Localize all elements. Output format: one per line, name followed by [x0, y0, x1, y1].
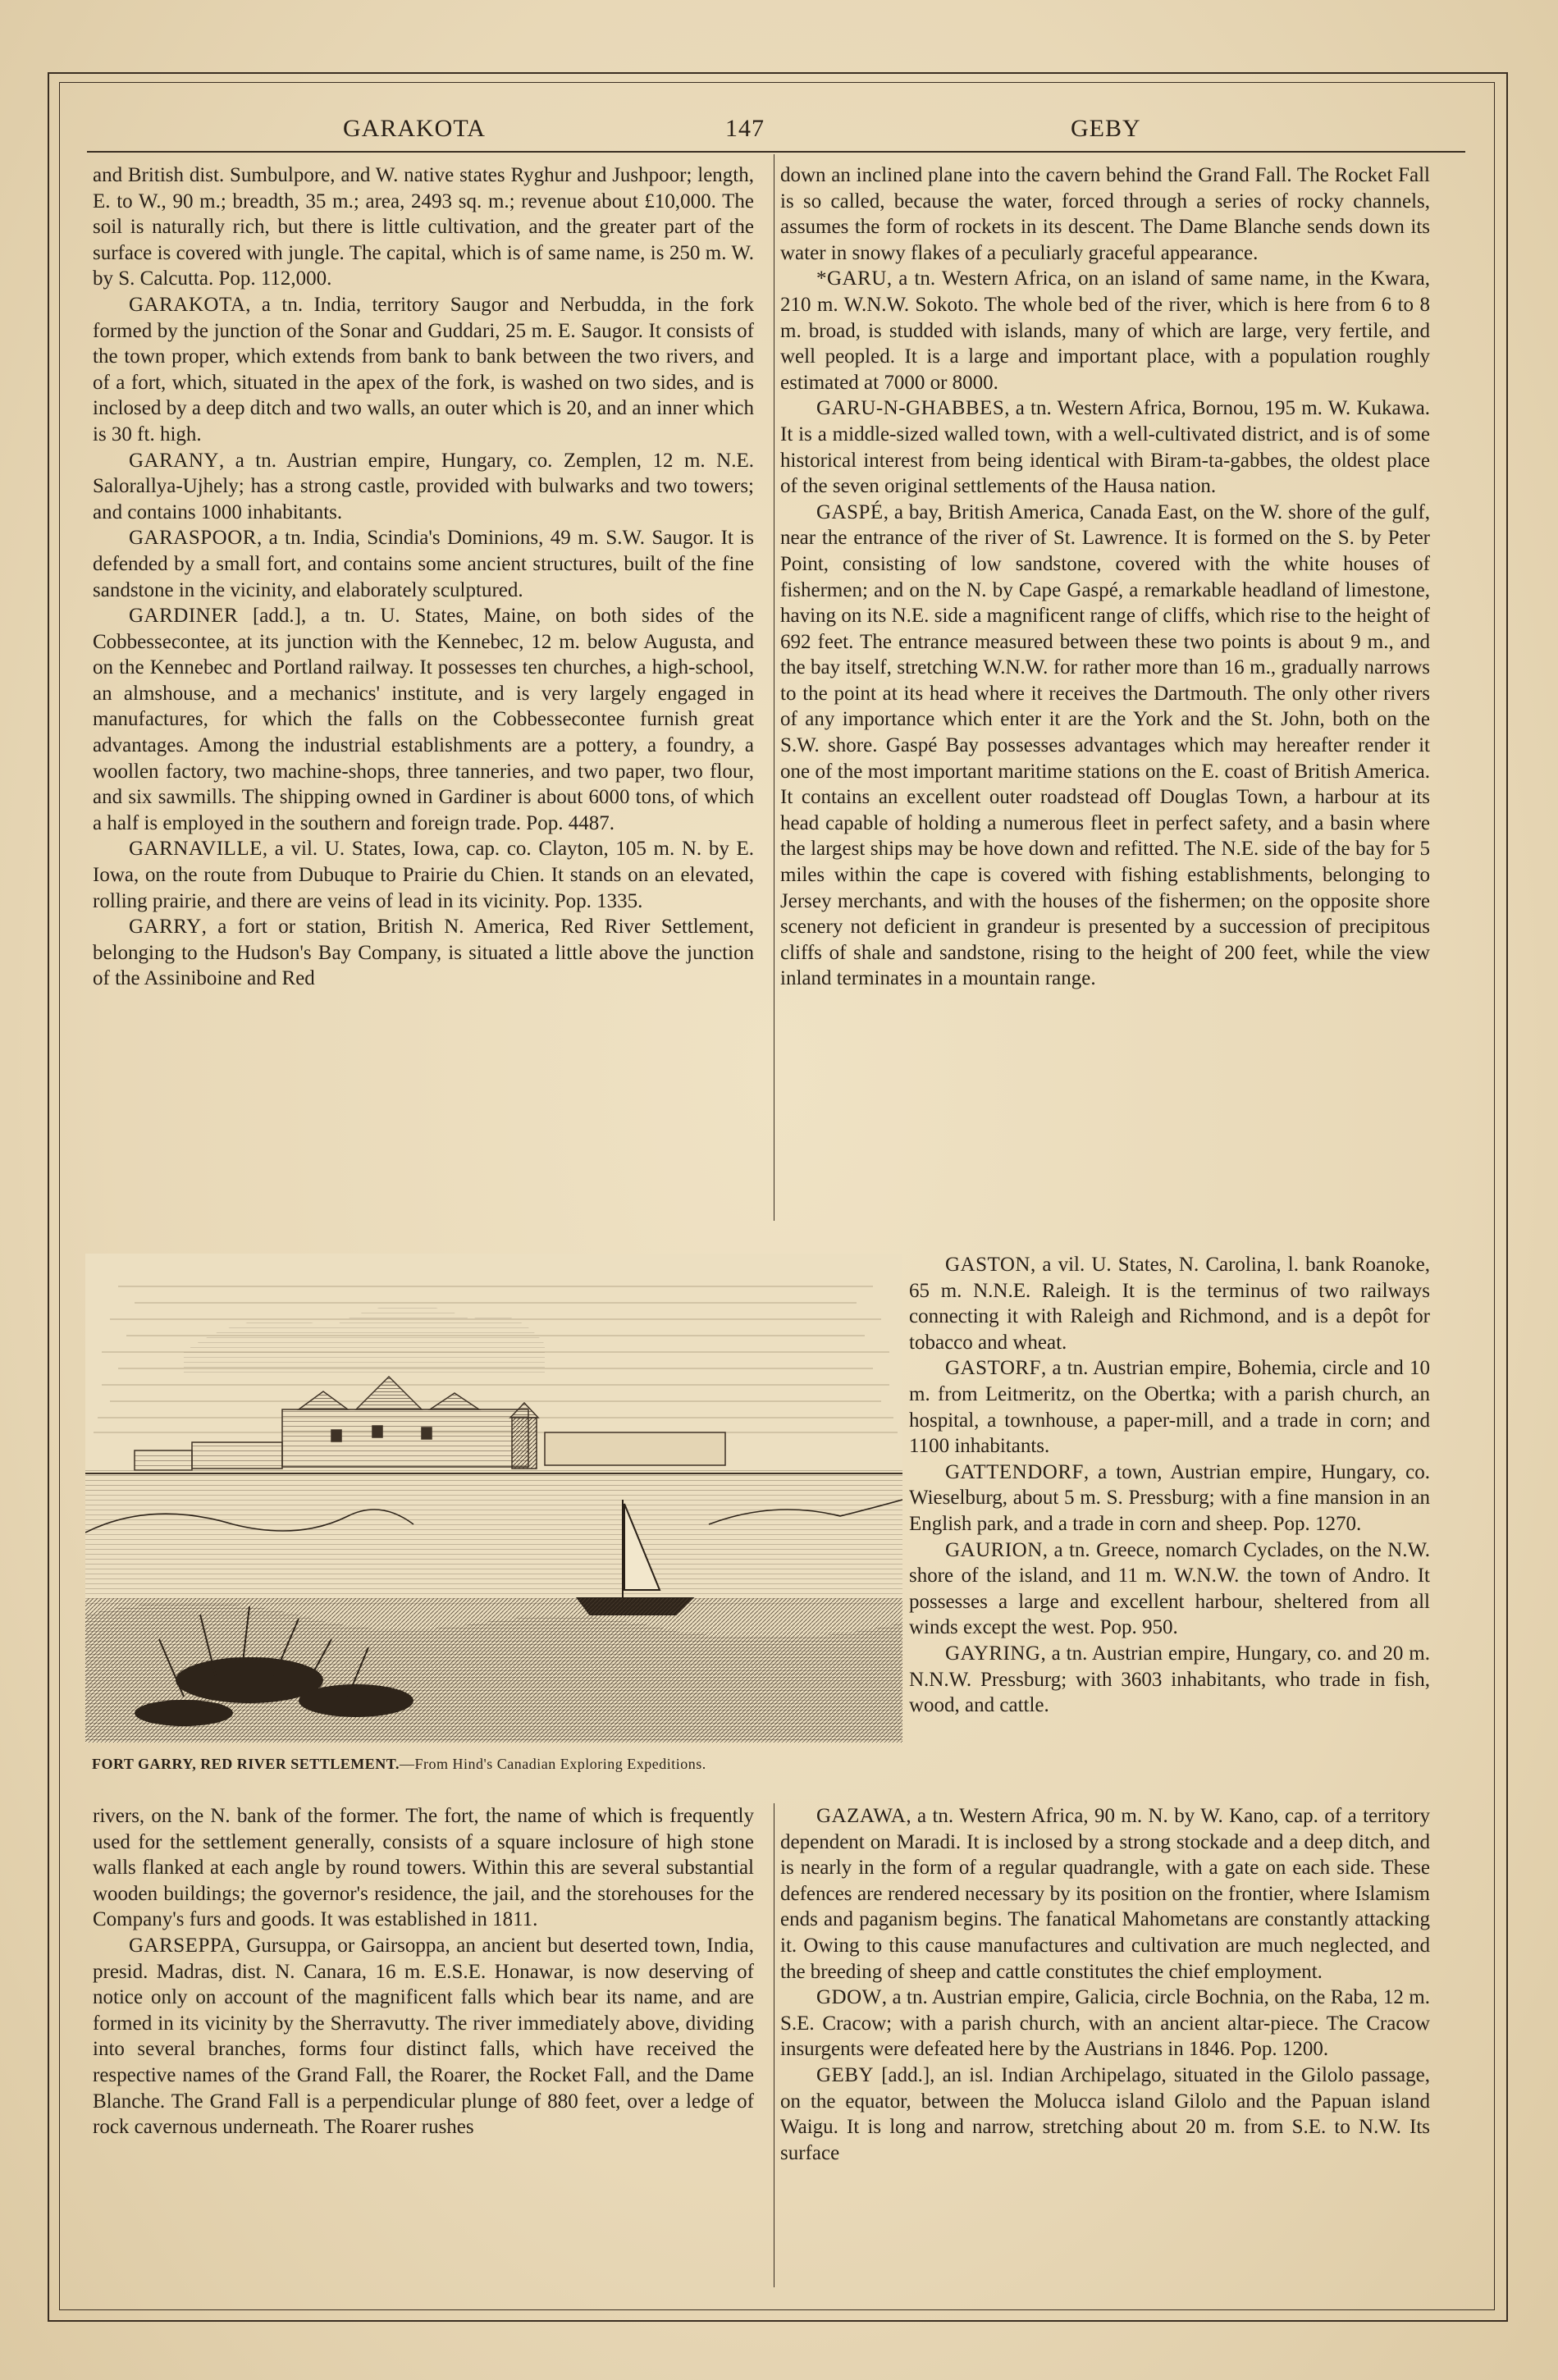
- column-top-right: [780, 162, 1430, 992]
- entry-garseppa: GARSEPPA, Gursuppa, or Gairsoppa, an ancient but deserted town, India, presid. Madras, dist. N. Canara, 16 m. E.S.E. Honawar, is now deserving of notice only on account of the magnificent falls which bear its name, and are formed in its vicinity by the Sherravutty. The river immediately above, dividing into several branches, forms four distinct falls, which have received the respective names of the Grand Fall, the Roarer, the Rocket Fall, and the Dame Blanche. The Grand Fall is a perpendicular plunge of 880 feet, over a ledge of rock cavernous underneath. The Roarer rushes: [93, 1934, 754, 2139]
- entry-gdow: GDOW, a tn. Austrian empire, Galicia, circle Bochnia, on the Raba, 12 m. S.E. Cracow; with a parish church, with an ancient altar-piece. The Cracow insurgents were defeated here by the Austrians in 1846. Pop. 1200.: [780, 1986, 1430, 2061]
- column-bottom-left: [93, 1803, 754, 2140]
- header-left-word: GARAKOTA: [343, 115, 486, 142]
- entry-gazawa: GAZAWA, a tn. Western Africa, 90 m. N. by W. Kano, cap. of a territory dependent on Maradi. It is inclosed by a strong stockade and a deep ditch, and is nearly in the form of a regular quadrangle, with a gate on each side. These defences are rendered necessary by its position on the frontier, where Islamism ends and paganism begins. The fanatical Mahometans are constantly attacking it. Owing to this cause manufactures and cultivation are much neglected, and the breeding of sheep and cattle constitutes the chief employment.: [780, 1805, 1430, 1983]
- entry-garaspoor: GARASPOOR, a tn. India, Scindia's Dominions, 49 m. S.W. Saugor. It is defended by a small fort, and contains some ancient structures, built of the fine sandstone in the vicinity, and elaborately sculptured.: [93, 527, 754, 601]
- entry-garry: GARRY, a fort or station, British N. America, Red River Settlement, belonging to the Hudson's Bay Company, is situated a little above the junction of the Assiniboine and Red: [93, 916, 754, 990]
- column-top-left: [93, 162, 754, 992]
- entry-gardiner: GARDINER [add.], a tn. U. States, Maine, on both sides of the Cobbessecontee, at its junction with the Kennebec, 12 m. below Augusta, and on the Kennebec and Portland railway. It possesses ten churches, a high-school, an almshouse, and a mechanics' institute, and is very largely engaged in manufactures, for which the falls on the Cobbessecontee furnish great advantages. Among the industrial establishments are a pottery, a foundry, a woollen factory, two machine-shops, three tanneries, and two paper, two flour, and six sawmills. The shipping owned in Gardiner is about 6000 tons, of which a half is employed in the southern and foreign trade. Pop. 4487.: [93, 605, 754, 834]
- running-header: [66, 115, 1493, 156]
- entry-gaspe: GASPÉ, a bay, British America, Canada East, on the W. shore of the gulf, near the entrance of the river of St. Lawrence. It is formed on the S. by Peter Point, consisting of low sandstone, covered with the white houses of fishermen; and on the N. by Cape Gaspé, a remarkable headland of limestone, having on its N.E. side a magnificent range of cliffs, which rise to the height of 692 feet. The entrance measured between these two points is about 9 m., and the bay itself, stretching W.N.W. for rather more than 16 m., gradually narrows to the point at its head where it receives the Dartmouth. The only other rivers of any importance which enter it are the York and the St. John, both on the S.W. shore. Gaspé Bay possesses advantages which may hereafter render it one of the most important maritime stations on the E. coast of British America. It contains an excellent outer roadstead off Douglas Town, a harbour at its head capable of holding a numerous fleet in perfect safety, and a basin where the largest ships may be hove down and refitted. The N.E. side of the bay for 5 miles within the cape is covered with fishing establishments, belonging to Jersey merchants, and with the houses of the fishermen; on the opposite shore scenery not deficient in grandeur is presented by a succession of precipitous cliffs of shale and sandstone, rising to the height of 200 feet, while the view inland terminates in a mountain range.: [780, 500, 1430, 990]
- illustration-caption: [92, 1756, 912, 1773]
- entry-garu-n-ghabbes: GARU-N-GHABBES, a tn. Western Africa, Bornou, 195 m. W. Kukawa. It is a middle-sized walled town, with a well-cultivated district, and is of some historical interest from being identical with Biram-ta-gabbes, the oldest place of the seven original settlements of the Hausa nation.: [780, 397, 1430, 498]
- entry-gaurion: GAURION, a tn. Greece, nomarch Cyclades, on the N.W. shore of the island, and 11 m. W.N.W. the town of Andro. It possesses a large and excellent harbour, sheltered from all winds except the west. Pop. 950.: [909, 1538, 1430, 1639]
- entry-paragraph: rivers, on the N. bank of the former. The fort, the name of which is frequently used for the settlement generally, consists of a square inclosure of high stone walls flanked at each angle by round towers. Within this are several substantial wooden buildings; the governor's residence, the jail, and the storehouses for the Company's furs and goods. It was established in 1811.: [93, 1805, 754, 1931]
- entry-garnaville: GARNAVILLE, a vil. U. States, Iowa, cap. co. Clayton, 105 m. N. by E. Iowa, on the route from Dubuque to Prairie du Chien. It stands on an elevated, rolling prairie, and there are veins of lead in its vicinity. Pop. 1335.: [93, 838, 754, 912]
- entry-paragraph: and British dist. Sumbulpore, and W. native states Ryghur and Jushpoor; length, E. to W., 90 m.; breadth, 35 m.; area, 2493 sq. m.; revenue about £10,000. The soil is naturally rich, but there is little cultivation, and the greater part of the surface is covered with jungle. The capital, which is of same name, is 250 m. W. by S. Calcutta. Pop. 112,000.: [93, 164, 754, 290]
- entry-gaston: GASTON, a vil. U. States, N. Carolina, l. bank Roanoke, 65 m. N.N.E. Raleigh. It is the terminus of two railways connecting it with Raleigh and Richmond, and is a depôt for tobacco and wheat.: [909, 1254, 1430, 1354]
- entry-geby: GEBY [add.], an isl. Indian Archipelago, situated in the Gilolo passage, on the equator, between the Molucca island Gilolo and the Papuan island Waigu. It is long and narrow, stretching about 20 m. from S.E. to N.W. Its surface: [780, 2063, 1430, 2164]
- header-right-word: GEBY: [1071, 115, 1141, 142]
- entry-gattendorf: GATTENDORF, a town, Austrian empire, Hungary, co. Wieselburg, about 5 m. S. Pressburg; with a fine mansion in an English park, and a trade in corn and sheep. Pop. 1270.: [909, 1460, 1430, 1535]
- entry-garakota: GARAKOTA, a tn. India, territory Saugor and Nerbudda, in the fork formed by the junction of the Sonar and Guddari, 25 m. E. Saugor. It consists of the town proper, which extends from bank to bank between the two rivers, and of a fort, which, situated in the apex of the fork, is washed on two sides, and is inclosed by a deep ditch and two walls, an outer which is 20, and an inner which is 30 ft. high.: [93, 293, 754, 445]
- header-rule: [87, 151, 1465, 153]
- entry-garu: *GARU, a tn. Western Africa, on an island of same name, in the Kwara, 210 m. W.N.W. Sokoto. The whole bed of the river, which is here from 6 to 8 m. broad, is studded with islands, many of which are large, very fertile, and well peopled. It is a large and important place, with a population roughly estimated at 7000 or 8000.: [780, 267, 1430, 394]
- page-number: 147: [725, 115, 765, 142]
- column-beside-illustration: [909, 1252, 1430, 1719]
- entry-gayring: GAYRING, a tn. Austrian empire, Hungary, co. and 20 m. N.N.W. Pressburg; with 3603 inhabitants, who trade in fish, wood, and cattle.: [909, 1642, 1430, 1717]
- entry-garany: GARANY, a tn. Austrian empire, Hungary, co. Zemplen, 12 m. N.E. Salorallya-Ujhely; has a strong castle, provided with bulwarks and two towers; and contains 1000 inhabitants.: [93, 449, 754, 523]
- entry-paragraph: down an inclined plane into the cavern behind the Grand Fall. The Rocket Fall is so called, because the water, forced through a series of rocky channels, assumes the form of rockets in its descent. The Dame Blanche sends down its water in snowy flakes of a peculiarly graceful appearance.: [780, 164, 1430, 264]
- caption-source: —From Hind's Canadian Exploring Expeditions.: [399, 1756, 706, 1772]
- caption-title: FORT GARRY, RED RIVER SETTLEMENT.: [92, 1756, 400, 1772]
- column-bottom-right: [780, 1803, 1430, 2166]
- entry-gastorf: GASTORF, a tn. Austrian empire, Bohemia, circle and 10 m. from Leitmeritz, on the Obertka; with a parish church, an hospital, a townhouse, a paper-mill, and a trade in corn; and 1100 inhabitants.: [909, 1357, 1430, 1458]
- fort-garry-engraving: [85, 1254, 902, 1743]
